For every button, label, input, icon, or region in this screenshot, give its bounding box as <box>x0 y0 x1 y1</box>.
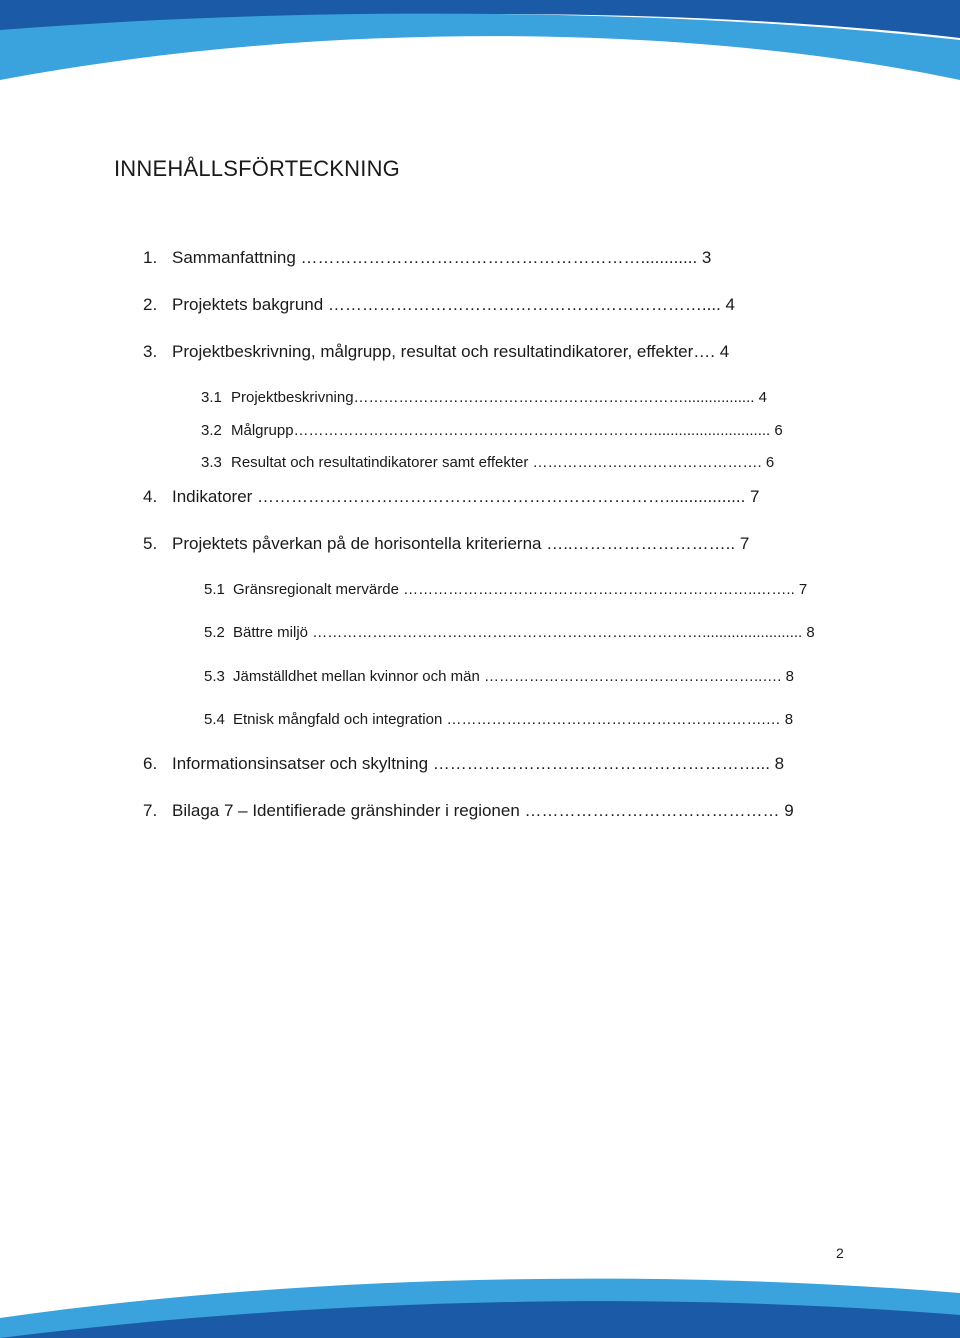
toc-entry-text: Gränsregionalt mervärde ……………………………………………………………..…….. 7 <box>233 581 808 598</box>
toc-entry-5-4[interactable] <box>204 711 793 728</box>
toc-entry-text: Projektets bakgrund ………………………………………………………….... 4 <box>172 295 735 314</box>
toc-entry-number: 6. <box>143 754 158 773</box>
toc-entry-text: Projektbeskrivning, målgrupp, resultat och resultatindikatorer, effekter…. 4 <box>172 342 730 361</box>
toc-entry-number: 1. <box>143 248 158 267</box>
toc-entry-text: Jämställdhet mellan kvinnor och män ………………………………………………..…. 8 <box>233 668 794 685</box>
toc-entry-text: Målgrupp………………………………………………………………............................ 6 <box>231 422 783 439</box>
header-wave-decoration <box>0 0 960 90</box>
toc-entry-3-1[interactable] <box>201 389 767 406</box>
toc-entry-3[interactable] <box>143 342 729 362</box>
toc-entry-5-1[interactable] <box>204 581 807 598</box>
footer-wave-decoration <box>0 1263 960 1338</box>
page-number: 2 <box>836 1245 844 1261</box>
toc-entry-text: Bättre miljö ……………………………………………………………………........................ 8 <box>233 624 815 641</box>
toc-entry-5-2[interactable] <box>204 624 815 641</box>
toc-entry-number: 3.1 <box>201 389 222 406</box>
toc-entry-text: Bilaga 7 – Identifierade gränshinder i regionen ……………………………………… 9 <box>172 801 794 820</box>
toc-entry-number: 5. <box>143 534 158 553</box>
toc-entry-text: Informationsinsatser och skyltning …………………………………………………... 8 <box>172 754 785 773</box>
toc-entry-7[interactable] <box>143 801 794 821</box>
toc-entry-text: Resultat och resultatindikatorer samt effekter ………………………………………. 6 <box>231 454 775 471</box>
toc-entry-3-2[interactable] <box>201 422 783 439</box>
toc-entry-4[interactable] <box>143 487 760 507</box>
toc-entry-2[interactable] <box>143 295 735 315</box>
toc-entry-text: Projektets påverkan på de horisontella kriterierna …..……………………….. 7 <box>172 534 750 553</box>
toc-entry-text: Sammanfattning ……………………………………………………............ 3 <box>172 248 712 267</box>
toc-entry-number: 3.3 <box>201 454 222 471</box>
toc-entry-text: Indikatorer ………………………………………………………………................. 7 <box>172 487 760 506</box>
toc-entry-number: 5.2 <box>204 624 225 641</box>
toc-title: INNEHÅLLSFÖRTECKNING <box>114 156 400 181</box>
toc-entry-6[interactable] <box>143 754 784 774</box>
toc-entry-5-3[interactable] <box>204 668 794 685</box>
toc-entry-number: 3. <box>143 342 158 361</box>
toc-entry-3-3[interactable] <box>201 454 774 471</box>
toc-entry-1[interactable] <box>143 248 711 268</box>
toc-entry-5[interactable] <box>143 534 749 554</box>
toc-entry-number: 4. <box>143 487 158 506</box>
toc-entry-number: 5.1 <box>204 581 225 598</box>
toc-entry-number: 3.2 <box>201 422 222 439</box>
toc-entry-number: 7. <box>143 801 158 820</box>
toc-entry-number: 2. <box>143 295 158 314</box>
toc-entry-number: 5.3 <box>204 668 225 685</box>
toc-entry-text: Etnisk mångfald och integration ……………………………………………………….… 8 <box>233 711 794 728</box>
toc-entry-text: Projektbeskrivning…………………………………………………………................. 4 <box>231 389 767 406</box>
toc-entry-number: 5.4 <box>204 711 225 728</box>
